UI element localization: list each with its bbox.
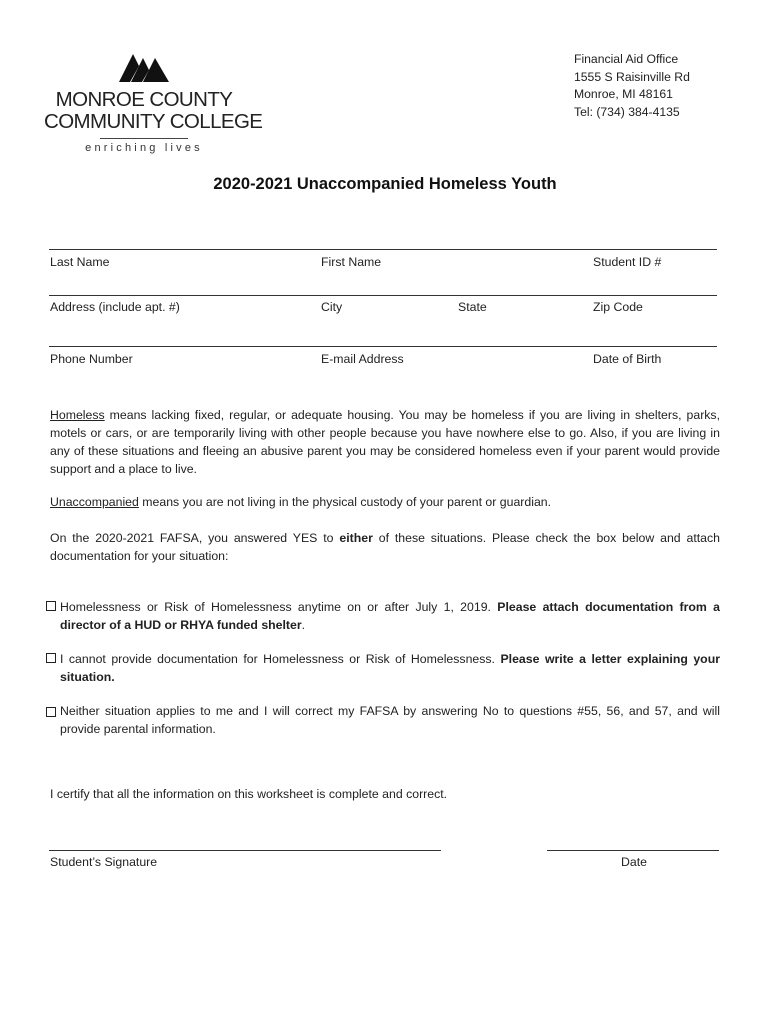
contact-block <box>574 51 690 121</box>
option-1-bold: Please attach documentation from a director of a HUD or RHYA funded shelter <box>60 600 721 632</box>
unaccompanied-term: Unaccompanied <box>50 495 139 509</box>
email-label: E-mail Address <box>321 352 404 366</box>
option-no-documentation-text <box>60 650 720 686</box>
contact-city: Monroe, MI 48161 <box>574 87 673 101</box>
option-neither-text: Neither situation applies to me and I will correct my FAFSA by answering No to questions #55, 56, and 57, and will provide parental information. <box>60 704 720 736</box>
logo-tagline: enriching lives <box>85 142 203 154</box>
address-row-line[interactable] <box>49 295 717 296</box>
phone-label: Phone Number <box>50 352 133 366</box>
option-2-bold: Please write a letter explaining your situation. <box>60 652 720 684</box>
certify-statement: I certify that all the information on this worksheet is complete and correct. <box>50 787 448 801</box>
instructions-pre: On the 2020-2021 FAFSA, you answered YES to <box>50 531 340 545</box>
contact-office: Financial Aid Office <box>574 52 679 66</box>
dob-label: Date of Birth <box>593 352 662 366</box>
instructions-bold: either <box>339 531 373 545</box>
date-label: Date <box>621 855 647 869</box>
name-row-line[interactable] <box>49 249 717 250</box>
instructions-post: of these situations. Please check the box below and attach documentation for your situation: <box>50 531 721 563</box>
contact-phone: Tel: (734) 384-4135 <box>574 104 680 119</box>
logo-line2: COMMUNITY COLLEGE <box>44 110 263 133</box>
option-1-tail: . <box>301 618 306 632</box>
mountain-logo-icon <box>119 48 169 84</box>
unaccompanied-text: means you are not living in the physical custody of your parent or guardian. <box>138 495 552 509</box>
option-2-text: I cannot provide documentation for Homelessness or Risk of Homelessness. <box>60 652 501 666</box>
unaccompanied-definition <box>50 493 720 511</box>
date-line[interactable] <box>547 850 719 851</box>
option-neither-checkbox[interactable] <box>46 707 56 717</box>
instructions <box>50 529 720 565</box>
student-signature-line[interactable] <box>49 850 441 851</box>
contact-street: 1555 S Raisinville Rd <box>574 69 690 84</box>
logo-rule <box>100 138 188 139</box>
student-signature-label: Student’s Signature <box>50 855 158 869</box>
last-name-label: Last Name <box>50 255 110 269</box>
student-id-label: Student ID # <box>593 255 662 269</box>
homeless-term: Homeless <box>50 408 105 422</box>
option-homelessness-checkbox[interactable] <box>46 601 56 611</box>
zip-label: Zip Code <box>593 300 643 314</box>
option-homelessness-text <box>60 598 720 634</box>
homeless-definition <box>50 406 720 478</box>
college-logo <box>44 44 263 158</box>
contact-row-line[interactable] <box>49 346 717 347</box>
address-label: Address (include apt. #) <box>50 300 180 314</box>
logo-line1: MONROE COUNTY <box>55 88 233 111</box>
homeless-text: means lacking fixed, regular, or adequate housing. You may be homeless if you are living in shelters, parks, motels or cars, or are temporarily living with other people because you have nowhere else to go. Also, if you are living in any of these situations and fleeing an abusive parent you may be considered homeless even if your parent would provide support and a place to live. <box>50 408 720 476</box>
first-name-label: First Name <box>321 255 382 269</box>
option-no-documentation-checkbox[interactable] <box>46 653 56 663</box>
state-label: State <box>458 300 487 314</box>
city-label: City <box>321 300 343 314</box>
form-title: 2020-2021 Unaccompanied Homeless Youth <box>213 175 557 193</box>
option-1-text: Homelessness or Risk of Homelessness anytime on or after July 1, 2019. <box>60 600 498 614</box>
